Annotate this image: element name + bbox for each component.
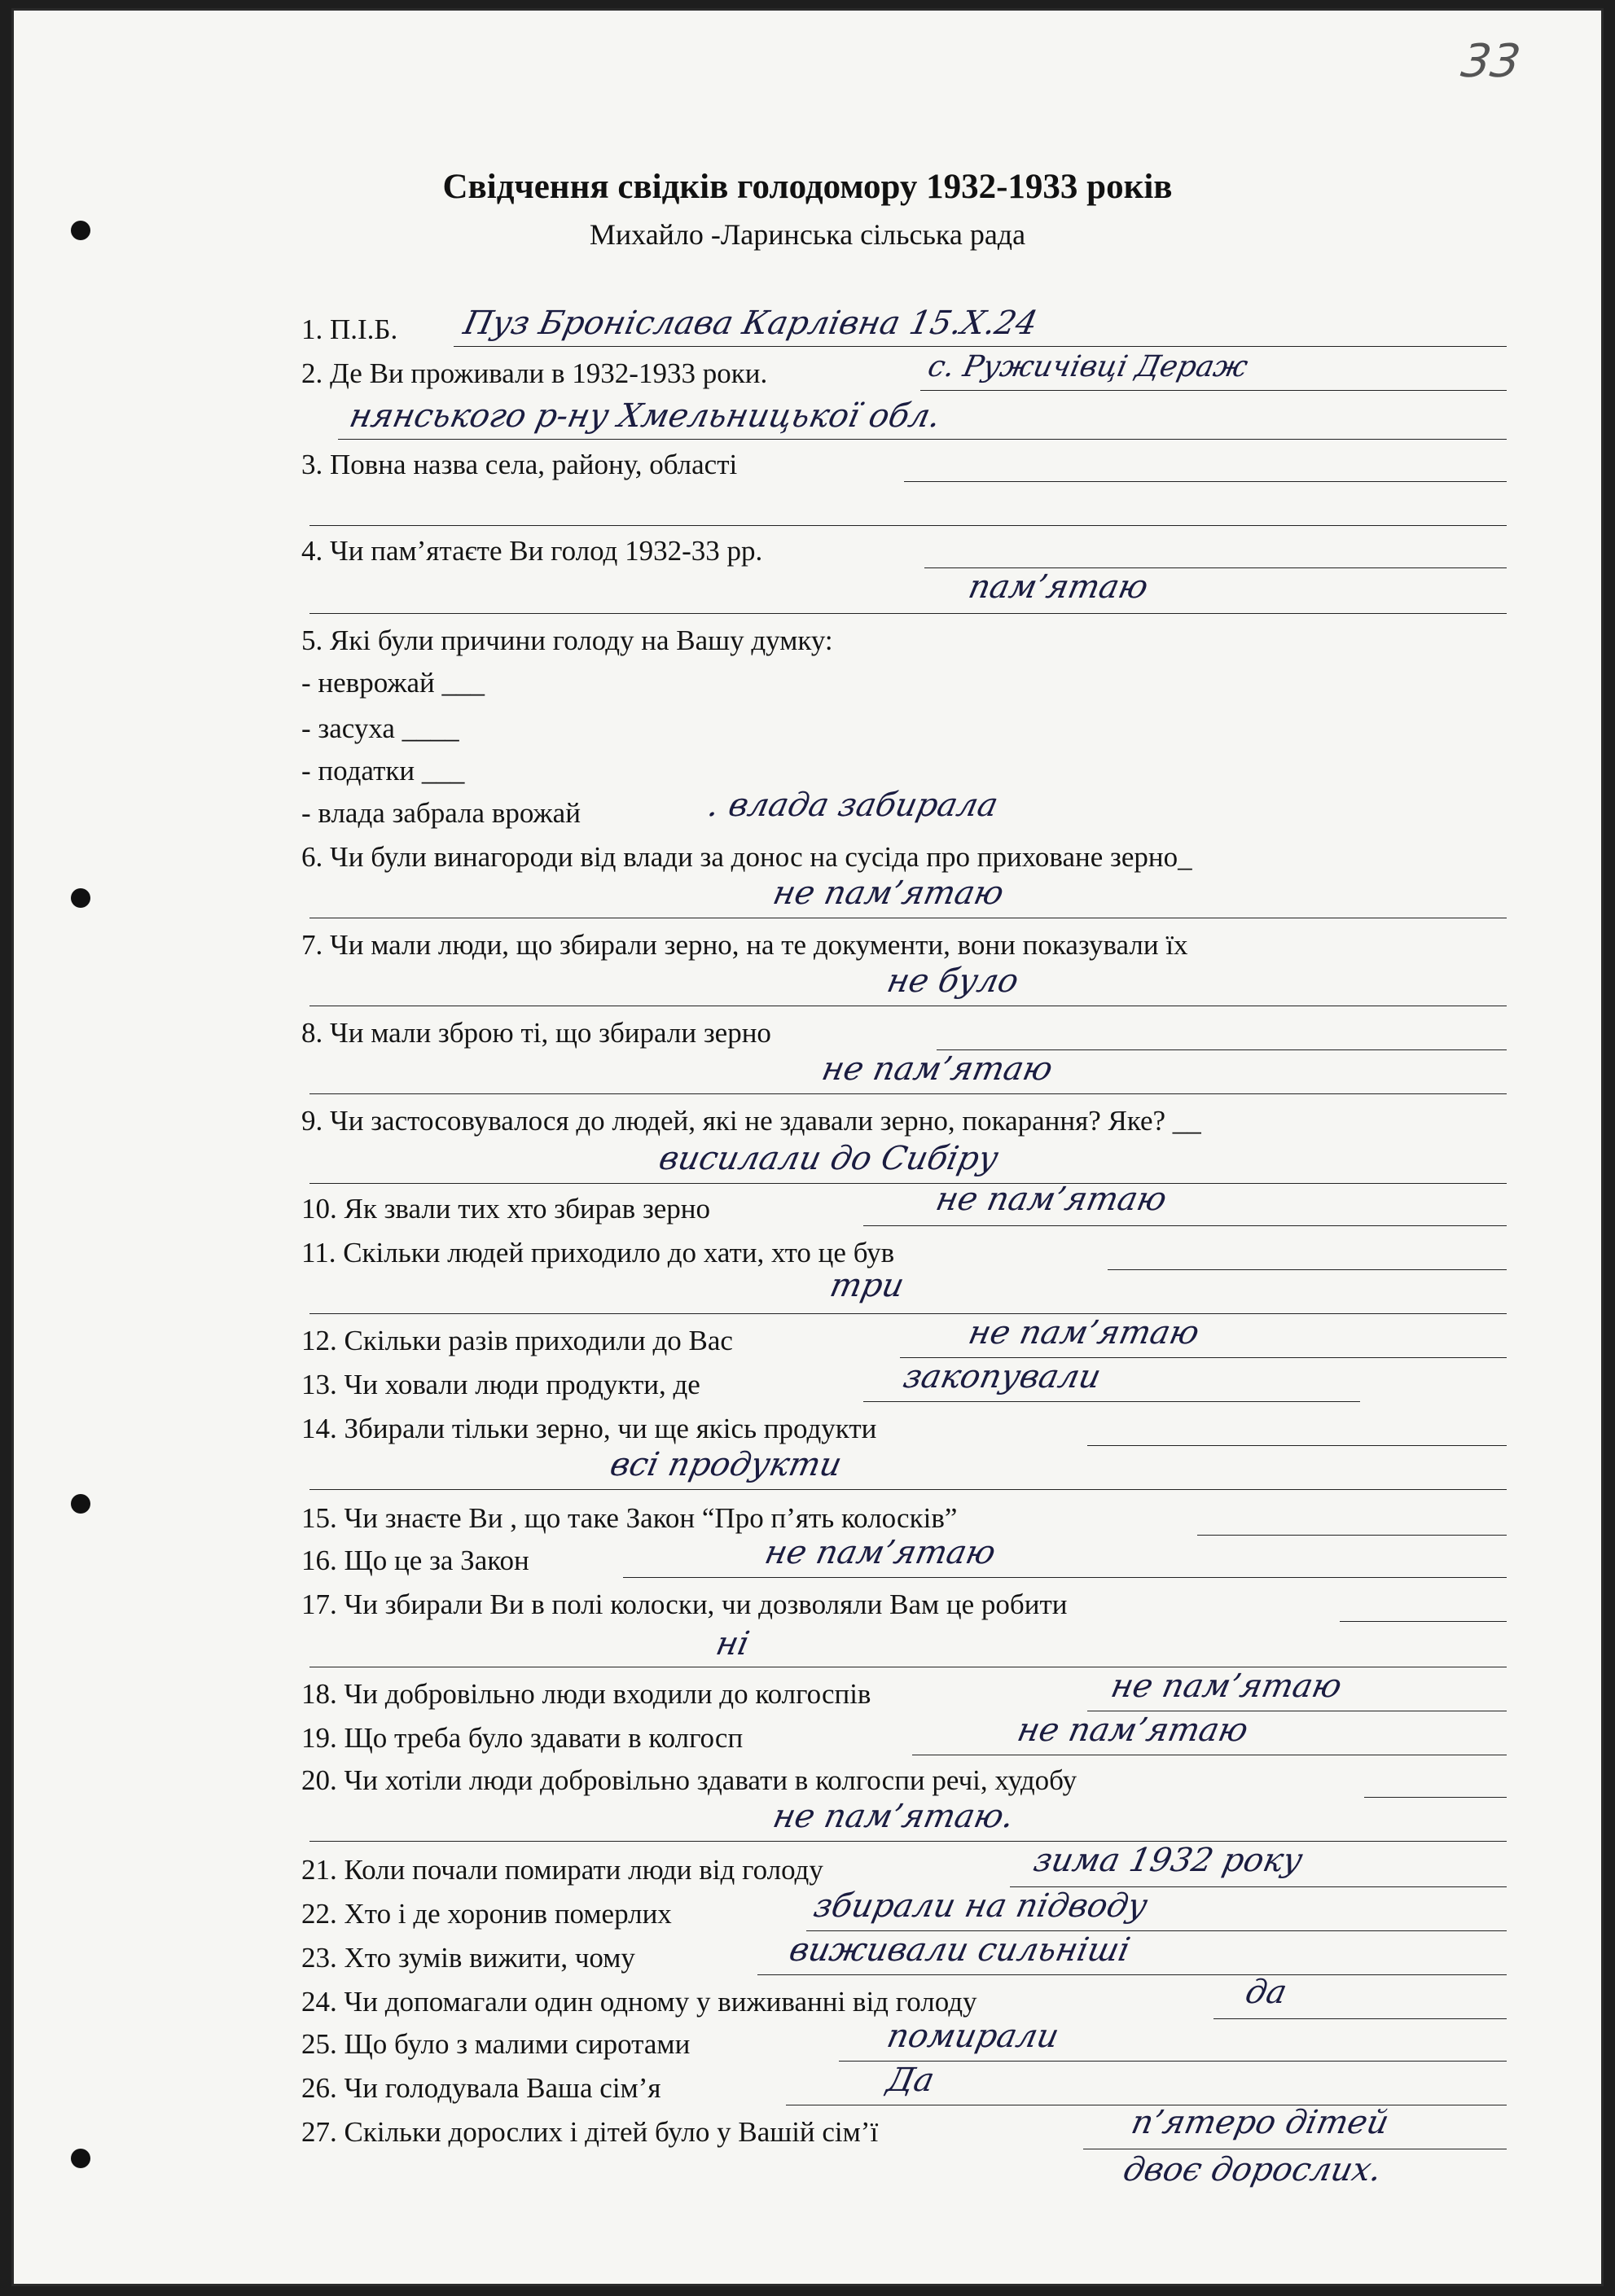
question-14 — [301, 1408, 1507, 1450]
question-11-answer-row — [301, 1267, 1507, 1318]
question-8-answer-row — [301, 1050, 1507, 1098]
question-14-label: 14. Збирали тільки зерно, чи ще якісь продукти — [301, 1413, 877, 1444]
option-label: - влада забрала врожай — [301, 797, 581, 829]
question-6-answer: не пам’ятаю — [770, 874, 1007, 912]
question-13 — [301, 1358, 1507, 1406]
question-2-answer-line1: с. Ружичівці Дераж — [924, 350, 1251, 383]
question-17-answer: ні — [713, 1625, 753, 1663]
question-27-label: 27. Скільки дорослих і дітей було у Вашій сім’ї — [301, 2116, 879, 2148]
question-24-answer: да — [1242, 1974, 1291, 2011]
document-subtitle: Михайло -Ларинська сільська рада — [589, 218, 1026, 251]
blank-line — [301, 488, 1507, 530]
question-23 — [301, 1931, 1507, 1979]
question-22-label: 22. Хто і де хоронив померлих — [301, 1898, 672, 1930]
answer-line — [1364, 1797, 1507, 1798]
question-3 — [301, 444, 1507, 486]
answer-line — [309, 1183, 1507, 1184]
punch-hole — [71, 2149, 90, 2168]
question-2-label: 2. Де Ви проживали в 1932-1933 роки. — [301, 357, 768, 389]
question-8-answer: не пам’ятаю — [818, 1050, 1056, 1088]
answer-line — [1340, 1621, 1507, 1622]
option-label: - податки ___ — [301, 755, 465, 787]
question-5-option — [301, 787, 1507, 835]
question-1 — [301, 305, 1507, 351]
question-20-answer-row — [301, 1798, 1507, 1846]
question-6-answer-row — [301, 874, 1507, 922]
question-4-answer: пам’ятаю — [965, 568, 1152, 606]
question-18 — [301, 1667, 1507, 1715]
answer-line — [309, 525, 1507, 526]
question-26-label: 26. Чи голодувала Ваша сім’я — [301, 2072, 661, 2104]
question-12-label: 12. Скільки разів приходили до Вас — [301, 1325, 733, 1356]
answer-line — [839, 2061, 1507, 2062]
question-12 — [301, 1314, 1507, 1362]
question-15-label: 15. Чи знаєте Ви , що таке Закон “Про п’ять колосків” — [301, 1502, 958, 1534]
question-19 — [301, 1711, 1507, 1759]
answer-line — [1213, 2018, 1507, 2019]
question-26-answer: Да — [884, 2062, 938, 2099]
question-5-option — [301, 708, 1507, 750]
question-8-label: 8. Чи мали зброю ті, що збирали зерно — [301, 1017, 771, 1049]
answer-line — [309, 1313, 1507, 1314]
question-9-answer-row — [301, 1140, 1507, 1188]
answer-line — [309, 1841, 1507, 1842]
question-16 — [301, 1534, 1507, 1582]
question-18-answer: не пам’ятаю — [1108, 1667, 1345, 1705]
answer-line — [1087, 1445, 1507, 1446]
question-5-option — [301, 662, 1507, 704]
punch-hole — [71, 1494, 90, 1514]
question-22-answer: збирали на підводу — [810, 1887, 1152, 1925]
answer-line — [863, 1401, 1360, 1402]
question-5 — [301, 620, 1507, 662]
question-10-label: 10. Як звали тих хто збирав зерно — [301, 1193, 711, 1225]
answer-line — [920, 390, 1507, 391]
option-label: - неврожай ___ — [301, 667, 485, 699]
answer-line — [623, 1577, 1507, 1578]
question-2 — [301, 350, 1507, 395]
question-23-answer: виживали сильніші — [786, 1931, 1134, 1969]
question-7-label: 7. Чи мали люди, що збирали зерно, на те документи, вони показували їх — [301, 929, 1188, 961]
question-4 — [301, 530, 1507, 572]
punch-hole — [71, 888, 90, 908]
question-6-label: 6. Чи були винагороди від влади за донос на сусіда про приховане зерно_ — [301, 841, 1192, 873]
question-27-continuation — [301, 2151, 1507, 2199]
question-12-answer: не пам’ятаю — [965, 1314, 1203, 1352]
question-9-answer: висилали до Сибіру — [656, 1140, 1002, 1177]
answer-line — [863, 1225, 1507, 1226]
question-25-answer: помирали — [884, 2018, 1063, 2055]
question-19-label: 19. Що треба було здавати в колгосп — [301, 1722, 744, 1754]
answer-line — [309, 1093, 1507, 1094]
answer-line — [309, 613, 1507, 614]
question-11-label: 11. Скільки людей приходило до хати, хто це був — [301, 1237, 895, 1268]
question-19-answer: не пам’ятаю — [1014, 1711, 1252, 1749]
questionnaire-page — [11, 8, 1604, 2286]
question-27 — [301, 2104, 1507, 2154]
question-7-answer-row — [301, 962, 1507, 1010]
answer-line — [1197, 1535, 1507, 1536]
question-2-continuation — [301, 397, 1507, 444]
question-20-answer: не пам’ятаю. — [770, 1798, 1018, 1835]
question-27-answer-line1: п’ятеро дітей — [1128, 2104, 1393, 2141]
question-21-label: 21. Коли почали помирати люди від голоду — [301, 1854, 823, 1886]
question-5-label: 5. Які були причини голоду на Вашу думку: — [301, 624, 833, 656]
question-7-answer: не було — [884, 962, 1022, 1000]
question-13-label: 13. Чи ховали люди продукти, де — [301, 1369, 700, 1400]
question-21-answer: зима 1932 року — [1030, 1842, 1306, 1879]
question-16-label: 16. Що це за Закон — [301, 1545, 529, 1576]
question-9 — [301, 1100, 1507, 1142]
question-14-answer: всі продукти — [607, 1446, 845, 1483]
question-9-label: 9. Чи застосовувалося до людей, які не здавали зерно, покарання? Яке? __ — [301, 1105, 1201, 1137]
question-10 — [301, 1181, 1507, 1230]
question-5-answer: . влада забирала — [704, 787, 1002, 824]
answer-line — [904, 481, 1507, 482]
question-18-label: 18. Чи добровільно люди входили до колгоспів — [301, 1678, 871, 1710]
answer-line — [1108, 1269, 1507, 1270]
page-number: 33 — [1458, 35, 1524, 88]
question-17 — [301, 1584, 1507, 1626]
answer-line — [338, 439, 1507, 440]
question-16-answer: не пам’ятаю — [761, 1534, 999, 1571]
question-1-label: 1. П.І.Б. — [301, 313, 398, 345]
document-title: Свідчення свідків голодомору 1932-1933 років — [442, 168, 1173, 206]
question-11-answer: три — [827, 1267, 908, 1304]
question-13-answer: закопували — [900, 1358, 1104, 1396]
answer-line — [309, 1489, 1507, 1490]
question-1-answer: Пуз Броніслава Карлівна 15.Х.24 — [460, 305, 1041, 342]
option-label: - засуха ____ — [301, 712, 459, 744]
question-10-answer: не пам’ятаю — [933, 1181, 1170, 1218]
question-20-label: 20. Чи хотіли люди добровільно здавати в колгоспи речі, худобу — [301, 1764, 1077, 1796]
question-3-label: 3. Повна назва села, району, області — [301, 449, 738, 480]
question-4-label: 4. Чи пам’ятаєте Ви голод 1932-33 рр. — [301, 535, 763, 567]
question-27-answer-line2: двоє дорослих. — [1120, 2151, 1385, 2189]
answer-line — [757, 1974, 1507, 1975]
question-25-label: 25. Що було з малими сиротами — [301, 2028, 691, 2060]
question-24-label: 24. Чи допомагали один одному у виживанні від голоду — [301, 1986, 977, 2018]
question-4-answer-row — [301, 568, 1507, 618]
question-2-answer-line2: нянського р-ну Хмельницької обл. — [346, 397, 945, 435]
question-14-answer-row — [301, 1446, 1507, 1494]
question-17-label: 17. Чи збирали Ви в полі колоски, чи дозволяли Вам це робити — [301, 1588, 1068, 1620]
question-23-label: 23. Хто зумів вижити, чому — [301, 1942, 635, 1974]
